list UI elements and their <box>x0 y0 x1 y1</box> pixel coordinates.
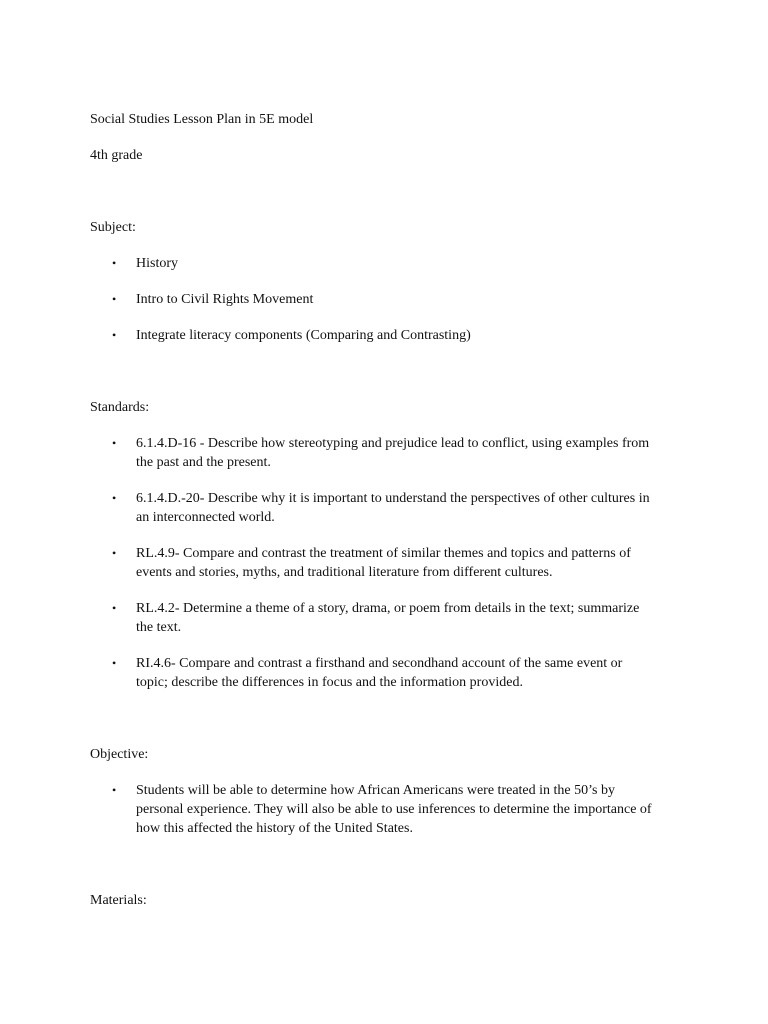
standards-list <box>90 434 690 692</box>
subject-list <box>90 254 690 345</box>
bullet-icon: • <box>112 256 117 270</box>
list-item <box>90 781 690 838</box>
bullet-icon: • <box>112 783 117 797</box>
materials-heading: Materials: <box>90 893 147 908</box>
list-item-text: History <box>136 256 178 271</box>
bullet-icon: • <box>112 491 117 505</box>
standards-heading: Standards: <box>90 400 150 415</box>
list-item <box>90 544 690 582</box>
materials-section <box>90 891 690 910</box>
list-item <box>90 326 690 345</box>
list-item-text: Intro to Civil Rights Movement <box>136 292 314 307</box>
subject-section <box>90 218 690 345</box>
list-item-text: Students will be able to determine how African Americans were treated in the 50’s by personal experience. They will also be able to use inferences to determine the importance of how this affected the history of the United States. <box>136 783 652 836</box>
list-item <box>90 290 690 309</box>
subject-heading: Subject: <box>90 220 136 235</box>
document-title: Social Studies Lesson Plan in 5E model <box>90 112 314 127</box>
bullet-icon: • <box>112 656 117 670</box>
list-item-text: Integrate literacy components (Comparing and Contrasting) <box>136 328 471 343</box>
objective-section <box>90 745 690 838</box>
list-item-text: RI.4.6- Compare and contrast a firsthand and secondhand account of the same event or topic; describe the differences in focus and the information provided. <box>136 656 623 690</box>
bullet-icon: • <box>112 436 117 450</box>
list-item <box>90 599 690 637</box>
list-item <box>90 489 690 527</box>
objective-list <box>90 781 690 838</box>
grade-level: 4th grade <box>90 148 143 163</box>
bullet-icon: • <box>112 292 117 306</box>
document-page <box>90 110 690 910</box>
list-item-text: RL.4.9- Compare and contrast the treatment of similar themes and topics and patterns of events and stories, myths, and traditional literature from different cultures. <box>136 546 631 580</box>
list-item-text: 6.1.4.D-16 - Describe how stereotyping and prejudice lead to conflict, using examples from the past and the present. <box>136 436 650 470</box>
list-item-text: 6.1.4.D.-20- Describe why it is important to understand the perspectives of other cultures in an interconnected world. <box>136 491 650 525</box>
list-item <box>90 254 690 273</box>
bullet-icon: • <box>112 601 117 615</box>
bullet-icon: • <box>112 546 117 560</box>
bullet-icon: • <box>112 328 117 342</box>
list-item <box>90 654 690 692</box>
list-item-text: RL.4.2- Determine a theme of a story, drama, or poem from details in the text; summarize the text. <box>136 601 640 635</box>
list-item <box>90 434 690 472</box>
objective-heading: Objective: <box>90 747 149 762</box>
standards-section <box>90 398 690 692</box>
